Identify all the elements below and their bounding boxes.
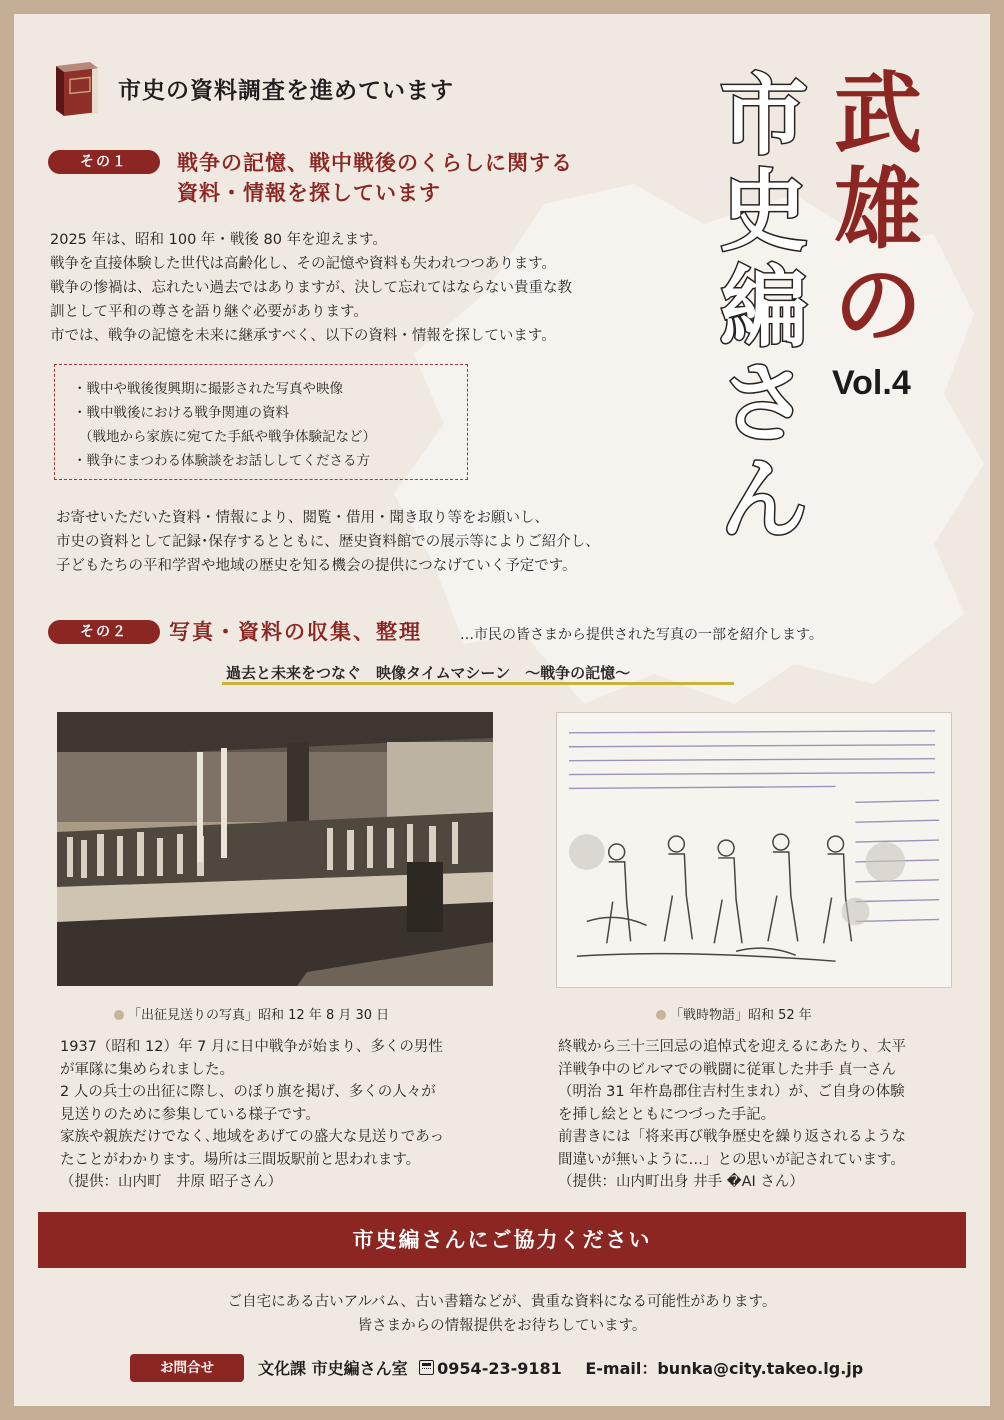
title-shishi-hensan [714,64,814,551]
body-line: 2025 年は、昭和 100 年・戦後 80 年を迎えます。 [50,232,387,248]
caption-dot-icon [114,1010,124,1020]
appeal-text [14,1290,990,1338]
body-line: 戦争の惨禍は、忘れたい過去ではありますが、決して忘れてはならない貴重な教 [50,280,572,296]
section2-note: …市民の皆さまから提供された写真の一部を紹介します。 [460,627,823,643]
heading-line: 資料・情報を探しています [177,181,441,205]
title-char: の [833,254,922,357]
list-item: ・戦中や戦後復興期に撮影された写真や映像 [73,381,343,397]
caption-dot-icon [656,1010,666,1020]
phone-icon [419,1360,434,1375]
body-line: を挿し絵とともにつづった手記。 [558,1106,776,1123]
sendoff-photo [57,712,493,986]
body-line: 洋戦争中のビルマでの戦闘に従軍した井手 貞一さん [558,1061,897,1078]
list-item: ・戦中戦後における戦争関連の資料 [73,405,289,421]
wanted-materials-list [54,364,468,480]
body-line: 子どもたちの平和学習や地域の歴史を知る機会の提供につなげていく予定です。 [56,558,577,574]
contact-email[interactable]: E-mail：bunka@city.takeo.lg.jp [585,1359,864,1378]
section1-body [50,228,690,348]
body-line: （提供：山内町 井原 昭子さん） [60,1174,283,1190]
body-line: 訓として平和の尊さを語り継ぐ必要があります。 [50,304,368,320]
title-char: 市 [719,64,808,167]
volume-number: Vol.4 [832,364,911,402]
page-title: 市史の資料調査を進めています [118,78,454,104]
body-line: 皆さまからの情報提供をお待ちしています。 [357,1318,647,1334]
caption-text: 「出征見送りの写真」昭和 12 年 8 月 30 日 [128,1008,390,1023]
body-line: が軍隊に集められました。 [60,1061,234,1078]
body-line: 終戦から三十三回忌の追悼式を迎えるにあたり、太平 [558,1039,906,1055]
body-line: （提供：山内町出身 井手 �AI さん） [558,1174,804,1190]
contact-label: お問合せ [130,1354,244,1382]
contact-info [258,1356,863,1379]
title-char: 雄 [833,158,922,261]
title-char: 史 [719,160,808,263]
body-line: 戦争を直接体験した世代は高齢化し、その記憶や資料も失われつつあります。 [50,256,557,272]
section2-heading: 写真・資料の収集、整理 [169,620,422,644]
time-machine-subtitle: 過去と未来をつなぐ 映像タイムマシーン ～戦争の記憶～ [226,664,631,682]
body-line: 間違いが無いように…」との思いが記されています。 [558,1151,905,1168]
title-char: 武 [833,62,922,165]
list-item: ・戦争にまつわる体験談をお話ししてくださる方 [73,453,370,469]
heading-line: 戦争の記憶、戦中戦後のくらしに関する [177,151,573,175]
body-line: 見送りのために参集している様子です。 [60,1106,320,1123]
title-char: さ [719,352,808,455]
list-item: （戦地から家族に宛てた手紙や戦争体験記など） [79,429,376,445]
body-line: お寄せいただいた資料・情報により、閲覧・借用・聞き取り等をお願いし、 [56,510,549,526]
contact-phone[interactable]: 0954-23-9181 [437,1359,562,1378]
subtitle-underline [222,682,734,685]
body-line: たことがわかります。場所は三間坂駅前と思われます。 [60,1151,421,1168]
title-takeo [828,62,928,357]
section1-badge: その１ [48,150,160,174]
body-line: 1937（昭和 12）年 7 月に日中戦争が始まり、多くの男性 [60,1039,443,1055]
body-line: 2 人の兵士の出征に際し、のぼり旗を掲げ、多くの人々が [60,1084,436,1100]
photo1-description [60,1036,444,1194]
section2-badge: その２ [48,620,160,644]
photo2-description [558,1036,906,1194]
cooperation-banner: 市史編さんにご協力ください [38,1212,966,1268]
body-line: 市では、戦争の記憶を未来に継承すべく、以下の資料・情報を探しています。 [50,328,556,344]
wartime-story-illustration [556,712,952,988]
photo2-caption [656,1004,812,1023]
title-char: ん [719,448,808,551]
body-line: （明治 31 年杵島郡住吉村生まれ）が、ご自身の体験 [558,1084,905,1100]
section1-heading [177,148,573,208]
body-line: 前書きには「将来再び戦争歴史を繰り返されるような [558,1129,906,1145]
section1-closing [56,506,696,578]
body-line: ご自宅にある古いアルバム、古い書籍などが、貴重な資料になる可能性があります。 [227,1294,777,1310]
title-char: 編 [719,256,808,359]
caption-text: 「戦時物語」昭和 52 年 [670,1008,812,1023]
body-line: 家族や親族だけでなく､地域をあげての盛大な見送りであっ [60,1129,445,1145]
book-icon [46,60,102,118]
contact-department: 文化課 市史編さん室 [258,1359,408,1378]
body-line: 市史の資料として記録･保存するとともに、歴史資料館での展示等によりご紹介し、 [56,534,600,550]
photo1-caption [114,1004,389,1023]
flyer-page [14,14,990,1406]
